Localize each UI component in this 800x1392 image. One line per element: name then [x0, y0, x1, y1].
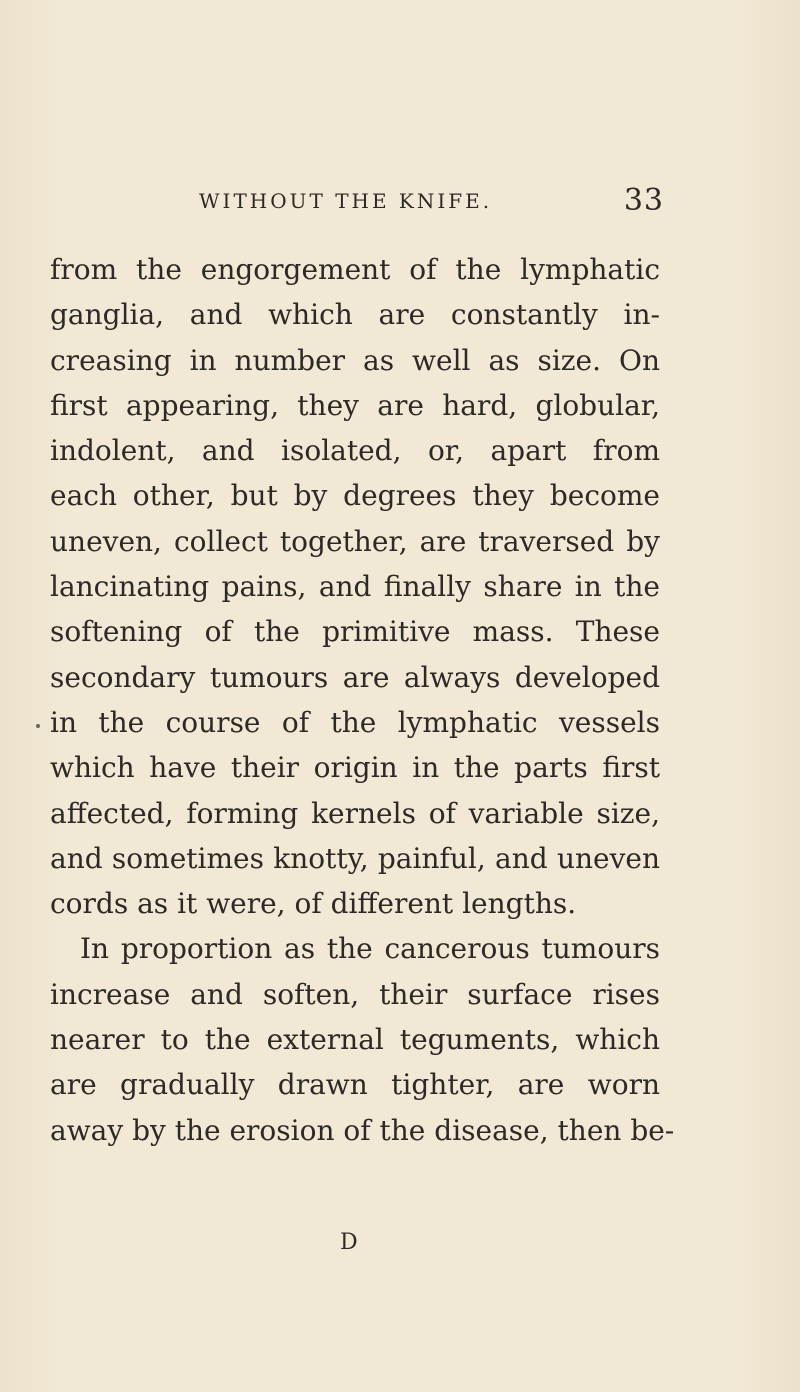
running-title: WITHOUT THE KNIFE.	[199, 189, 493, 213]
text-line: first appearing, they are hard, globular,	[50, 388, 660, 422]
text-line: cords as it were, of different lengths.	[50, 887, 577, 921]
text-line: affected, forming kernels of variable size,	[50, 796, 660, 830]
text-line: softening of the primitive mass. These	[50, 615, 660, 649]
text-line: and sometimes knotty, painful, and uneven	[50, 841, 660, 875]
text-line: away by the erosion of the disease, then be-	[50, 1113, 675, 1147]
text-line: increase and soften, their surface rises	[50, 977, 660, 1011]
body-text	[50, 247, 675, 1153]
signature-mark: D	[340, 1230, 359, 1255]
text-line: which have their origin in the parts first	[50, 751, 660, 785]
text-line: from the engorgement of the lymphatic	[50, 253, 660, 286]
text-line: each other, but by degrees they become	[50, 479, 660, 513]
text-line: creasing in number as well as size. On	[50, 343, 660, 377]
running-head	[172, 183, 664, 223]
text-line: in the course of the lymphatic vessels	[50, 705, 660, 739]
page-number: 33	[623, 183, 664, 218]
text-line: indolent, and isolated, or, apart from	[50, 434, 660, 468]
text-line: ganglia, and which are constantly in-	[50, 298, 660, 332]
text-line: are gradually drawn tighter, are worn	[50, 1068, 660, 1102]
text-line: lancinating pains, and finally share in the	[50, 570, 660, 604]
text-line: secondary tumours are always developed	[50, 660, 660, 694]
margin-mark	[36, 724, 40, 728]
text-line: uneven, collect together, are traversed by	[50, 524, 660, 558]
text-line: In proportion as the cancerous tumours	[80, 932, 660, 966]
text-line: nearer to the external teguments, which	[50, 1023, 660, 1057]
